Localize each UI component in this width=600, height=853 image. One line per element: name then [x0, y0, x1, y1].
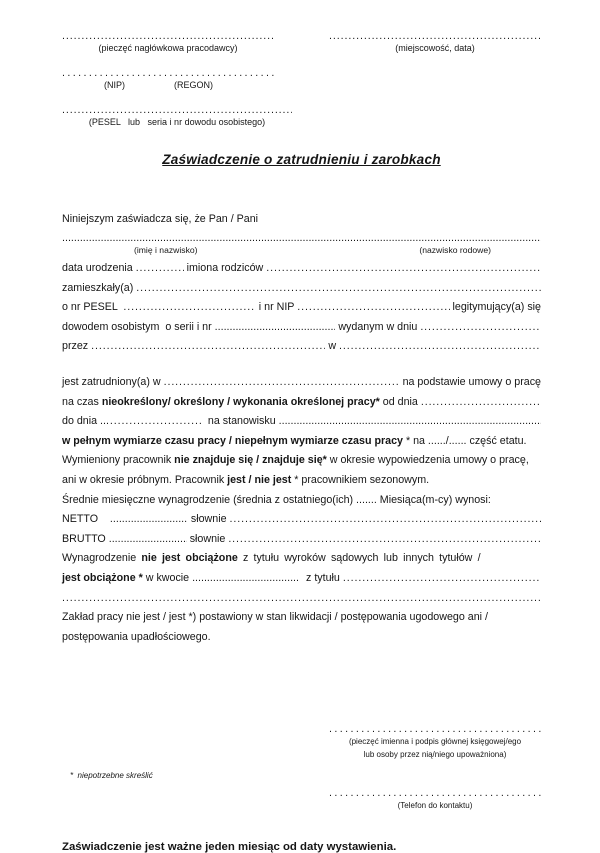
header-left-block [62, 30, 302, 128]
line-text: w kwocie [142, 571, 193, 584]
place-date-label: (miejscowość, data) [395, 43, 475, 53]
form-line [62, 569, 541, 589]
footer [62, 723, 541, 853]
phone-block [329, 787, 541, 813]
line-text: * pracownikiem sezonowym. [291, 473, 430, 486]
dotted-fill [164, 373, 400, 393]
line-text: do dnia .. [62, 415, 106, 428]
form-line [62, 549, 541, 569]
line-text: data urodzenia [62, 262, 136, 274]
line-text: Wynagrodzenie [62, 552, 142, 565]
line-text: o nr PESEL [62, 301, 124, 314]
place-date-dotted-line [329, 30, 541, 43]
line-text: nie jest obciążone [141, 552, 238, 565]
footnote: * niepotrzebne skreślić [70, 771, 153, 781]
employer-stamp-label: (pieczęć nagłówkowa pracodawcy) [98, 43, 238, 53]
line-text: dowodem osobistym o serii i nr [62, 320, 215, 333]
form-line [62, 412, 541, 432]
dotted-fill [91, 337, 325, 357]
line-text: na stanowisku [201, 415, 279, 428]
form-line [62, 491, 541, 511]
nip-regon-dotted-line [62, 67, 274, 80]
form-line [62, 432, 541, 452]
form-line [62, 510, 541, 530]
header-right-block [329, 30, 541, 128]
line-text: nie znajduje się / znajduje się* [174, 454, 327, 467]
nip-regon-labels [62, 80, 274, 91]
form-line [62, 279, 541, 299]
dotted-fill [123, 298, 255, 318]
signature-block [329, 723, 541, 761]
line-text: z tytułu wyroków sądowych lub innych tytułów / [237, 552, 481, 565]
form-line [62, 530, 541, 550]
signature-label-line2: lub osoby przez nią/niego upoważniona) [363, 749, 507, 759]
header [62, 30, 541, 128]
line-text: postępowania upadłościowego. [62, 630, 211, 643]
line-text: i nr NIP [255, 301, 298, 314]
line-text: wydanym w dniu [335, 320, 421, 333]
dotted-fill [109, 530, 187, 550]
form-line [62, 451, 541, 471]
intro-line: Niniejszym zaświadcza się, że Pan / Pani [62, 213, 259, 225]
name-label: (imię i nazwisko) [134, 245, 198, 255]
dotted-fill [230, 510, 542, 530]
line-text: nieokreślony/ określony / wykonania określonej pracy* [101, 395, 380, 408]
validity-note: Zaświadczenie jest ważne jeden miesiąc od daty wystawienia. [62, 840, 397, 853]
line-text: słownie [187, 513, 230, 526]
name-labels-row [62, 245, 541, 255]
nip-label: (NIP) [104, 80, 125, 90]
dotted-fill [279, 412, 541, 432]
form-line [62, 298, 541, 318]
dotted-fill [136, 259, 184, 279]
regon-label: (REGON) [174, 80, 213, 90]
pesel-label: (PESEL lub seria i nr dowodu osobistego) [88, 117, 266, 127]
line-text: legitymujący(a) się [449, 301, 541, 314]
dotted-fill [266, 259, 541, 279]
line-text: * na ....../...... część etatu. [402, 434, 527, 447]
line-text: zamieszkały(a) [62, 281, 137, 294]
line-text: jest / nie jest [227, 473, 292, 486]
form-body [62, 259, 541, 647]
line-text: na czas [62, 395, 102, 408]
form-line [62, 589, 541, 609]
form-line [62, 471, 541, 491]
line-text: w pełnym wymiarze czasu pracy / niepełnym wymiarze czasu pracy [62, 434, 403, 447]
dotted-fill [228, 530, 541, 550]
line-text: przez [62, 340, 92, 353]
dotted-fill [62, 589, 541, 609]
line-text: od dnia [379, 395, 421, 408]
form-line [62, 628, 541, 648]
form-line [62, 393, 541, 413]
footer-row [62, 765, 541, 813]
line-text: ani w okresie próbnym. Pracownik [62, 473, 228, 486]
dotted-fill [106, 412, 202, 432]
signature-label-line1: (pieczęć imienna i podpis głównej księgowej/ego [348, 737, 522, 747]
line-text: NETTO [62, 513, 110, 526]
form-line [62, 337, 541, 357]
line-text: z tytułu [300, 571, 343, 584]
line-text: w [325, 340, 340, 353]
form-line [62, 608, 541, 628]
dotted-fill [136, 279, 541, 299]
line-text: Wymieniony pracownik [62, 454, 175, 467]
line-text: słownie [186, 532, 229, 545]
line-text: imiona rodziców [183, 262, 267, 274]
pesel-dotted-line [62, 104, 292, 117]
dotted-fill [343, 569, 541, 589]
form-line [62, 373, 541, 393]
dotted-fill [215, 318, 336, 338]
phone-dotted-line [329, 787, 541, 800]
signature-dotted-line [329, 723, 541, 736]
family-name-label: (nazwisko rodowe) [419, 245, 491, 255]
dotted-fill [420, 318, 541, 338]
form-line [62, 318, 541, 338]
line-text: jest obciążone * [62, 571, 143, 584]
employer-stamp-dotted-line [62, 30, 274, 43]
name-dotted-line [62, 232, 541, 245]
form-line [62, 259, 541, 279]
dotted-fill [339, 337, 541, 357]
line-text: Zakład pracy nie jest / jest *) postawiony w stan likwidacji / postępowania ugodowego ani / [62, 611, 488, 624]
dotted-fill [192, 569, 300, 589]
phone-label: (Telefon do kontaktu) [397, 801, 473, 811]
line-text: Średnie miesięczne wynagrodzenie (średnia z ostatniego(ich) ....... Miesiąca(m-cy) wynosi: [62, 493, 491, 506]
line-text: BRUTTO [62, 532, 109, 545]
dotted-fill [421, 393, 541, 413]
line-text: w okresie wypowiedzenia umowy o pracę, [326, 454, 529, 467]
document-title: Zaświadczenie o zatrudnieniu i zarobkach [162, 152, 441, 167]
line-text: na podstawie umowy o pracę [399, 375, 541, 388]
dotted-fill [297, 298, 449, 318]
dotted-fill [110, 510, 188, 530]
line-text: jest zatrudniony(a) w [62, 375, 164, 388]
